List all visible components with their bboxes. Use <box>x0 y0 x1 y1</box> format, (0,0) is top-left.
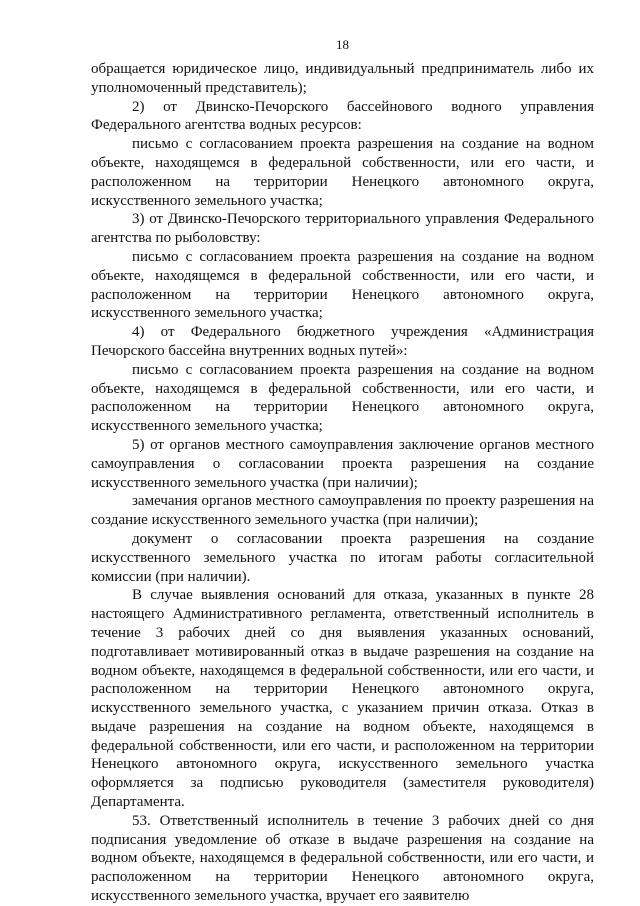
paragraph-remarks: замечания органов местного самоуправления по проекту разрешения на создание искусственного земельного участка (при наличии); <box>91 493 594 529</box>
paragraph-item-3: 3) от Двинско-Печорского территориального управления Федерального агентства по рыболовству: <box>91 211 594 247</box>
page-number: 18 <box>336 37 349 52</box>
paragraph-item-2: 2) от Двинско-Печорского бассейнового водного управления Федерального агентства водных ресурсов: <box>91 98 594 134</box>
paragraph-refusal-grounds: В случае выявления оснований для отказа, указанных в пункте 28 настоящего Административного регламента, ответственный исполнитель в течение 3 рабочих дней со дня выявления указанных оснований, подготавливает мотивированный отказ в выдаче разрешения на создание на водном объекте, находящемся в федеральной собственности, или его части, и расположенном на территории Ненецкого автономного округа, искусственного земельного участка, с указанием причин отказа. Отказ в выдаче разрешения на создание на водном объекте, находящемся в федеральной собственности, или его части, и расположенном на территории Ненецкого автономного округа, искусственного земельного участка оформляется за подписью руководителя (заместителя руководителя) Департамента. <box>91 587 594 811</box>
paragraph-commission-document: документ о согласовании проекта разрешения на создание искусственного земельного участка по итогам работы согласительной комиссии (при наличии). <box>91 530 594 585</box>
paragraph-letter-2: письмо с согласованием проекта разрешения на создание на водном объекте, находящемся в федеральной собственности, или его части, и расположенном на территории Ненецкого автономного округа, искусственного земельного участка; <box>91 248 594 322</box>
paragraph-item-5: 5) от органов местного самоуправления заключение органов местного самоуправления о согласовании проекта разрешения на создание искусственного земельного участка (при наличии); <box>91 436 594 491</box>
paragraph-clause-53: 53. Ответственный исполнитель в течение 3 рабочих дней со дня подписания уведомление об отказе в выдаче разрешения на создание на водном объекте, находящемся в федеральной собственности, или его части, и расположенном на территории Ненецкого автономного округа, искусственного земельного участка, вручает его заявителю <box>91 812 594 905</box>
paragraph-letter-1: письмо с согласованием проекта разрешения на создание на водном объекте, находящемся в федеральной собственности, или его части, и расположенном на территории Ненецкого автономного округа, искусственного земельного участка; <box>91 136 594 209</box>
paragraph-letter-3: письмо с согласованием проекта разрешения на создание на водном объекте, находящемся в федеральной собственности, или его части, и расположенном на территории Ненецкого автономного округа, искусственного земельного участка; <box>91 361 594 435</box>
paragraph-item-4: 4) от Федерального бюджетного учреждения «Администрация Печорского бассейна внутренних водных путей»: <box>91 324 594 359</box>
paragraph-continuation: обращается юридическое лицо, индивидуальный предприниматель либо их уполномоченный представитель); <box>91 61 594 96</box>
